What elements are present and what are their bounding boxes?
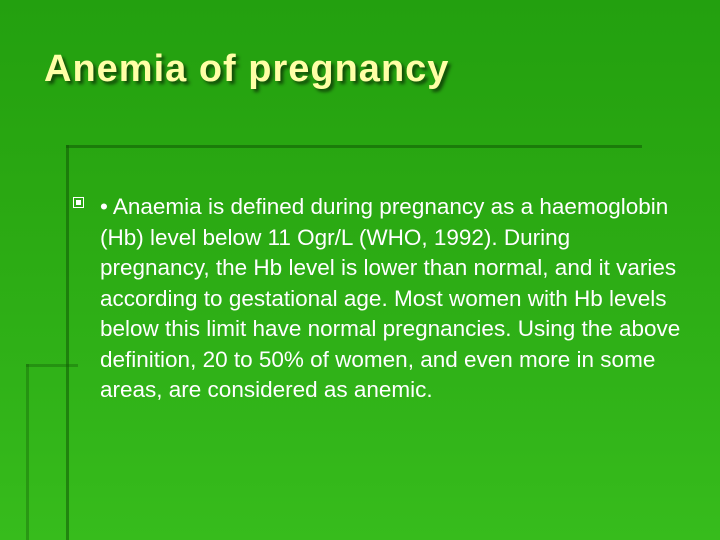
top-frame-line [66, 145, 642, 148]
slide-title: Anemia of pregnancy [44, 48, 450, 90]
left-frame-line [66, 145, 69, 540]
bullet-text: • Anaemia is defined during pregnancy as a haemoglobin (Hb) level below 11 Ogr/L (WHO, 1992). During pregnancy, the Hb level is lower than normal, and it varies according to gestational age. Most women with Hb levels below this limit have normal pregnancies. Using the above definition, 20 to 50% of women, and even more in some areas, are considered as anemic. [100, 194, 681, 402]
slide-body [74, 192, 686, 406]
bullet-item [74, 192, 686, 406]
square-bullet-icon [74, 198, 83, 207]
mid-left-frame-line [26, 364, 29, 540]
mid-frame-line [26, 364, 78, 367]
